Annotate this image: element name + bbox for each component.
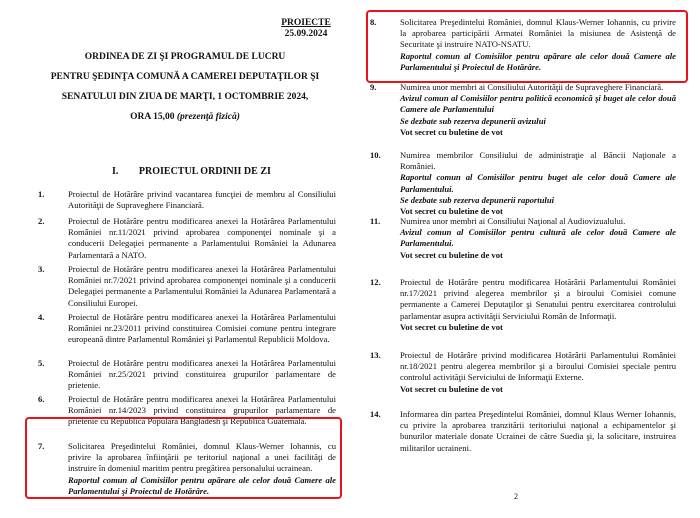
item-number: 9. — [370, 82, 377, 92]
page-number: 2 — [514, 492, 518, 501]
agenda-item-5 — [38, 358, 336, 392]
item-number: 4. — [38, 312, 45, 322]
session-time: ORA 15,00 — [130, 112, 175, 122]
item-vote-note: Vot secret cu buletine de vot — [400, 126, 503, 137]
session-mode: (prezenţă fizică) — [176, 112, 240, 122]
item-text: Proiectul de Hotărâre privind vacantarea funcţiei de membru al Consiliului Autorităţii de Supraveghere Financiară. — [68, 189, 336, 211]
item-text: Informarea din partea Preşedintelui României, domnul Klaus Werner Iohannis, cu privire la aprobarea tranzitării teritoriului naţional a echipamentelor şi bunurilor materiale donate Ucrainei de către Suedia şi, la solicitare, instruirea militarilor ucraineni. — [400, 409, 676, 453]
item-text: Proiectul de Hotărâre pentru modificarea anexei la Hotărârea Parlamentului României nr.7/2021 privind aprobarea componenţei nominale şi a conducerii Delegaţiei permanente a Parlamentului României la Adunarea Parlamentară a Consiliului Europei. — [68, 264, 336, 308]
agenda-item-3 — [38, 264, 336, 309]
agenda-item-1 — [38, 189, 336, 211]
item-report-note: Raportul comun al Comisiilor pentru apărare ale celor două Camere ale Parlamentului şi Proiectul de Hotărâre. — [68, 474, 336, 496]
item-number: 12. — [370, 277, 381, 287]
agenda-item-9 — [370, 82, 676, 138]
item-number: 2. — [38, 216, 45, 226]
agenda-item-12 — [370, 277, 676, 333]
agenda-item-14 — [370, 409, 676, 454]
section-heading — [112, 166, 271, 177]
agenda-title-line-1: ORDINEA DE ZI ŞI PROGRAMUL DE LUCRU — [84, 52, 286, 62]
item-number: 5. — [38, 358, 45, 368]
item-text: Proiectul de Hotărâre pentru modificarea anexei la Hotărârea Parlamentului României nr.23/2011 privind constituirea Comisiei comune pentru integrare europeană dintre Parlamentul României şi Parlamentul Republicii Moldova. — [68, 312, 336, 345]
item-report-note: Raportul comun al Comisiilor pentru buget ale celor două Camere ale Parlamentului. — [400, 172, 676, 194]
item-vote-note: Vot secret cu buletine de vot — [400, 249, 503, 260]
item-text: Numirea unor membri ai Consiliului Autorităţii de Supraveghere Financiară. — [400, 82, 664, 92]
item-number: 6. — [38, 394, 45, 404]
agenda-title-line-3: SENATULUI DIN ZIUA DE MARŢI, 1 OCTOMBRIE 2024, — [61, 92, 309, 102]
item-text: Solicitarea Preşedintelui României, domnul Klaus-Werner Iohannis, cu privire la aprobarea participării Armatei României la misiunea de Asistenţă de Securitate şi instruire NATO-NSATU. — [400, 17, 676, 50]
item-number: 3. — [38, 264, 45, 274]
agenda-title-line-4 — [30, 112, 340, 123]
item-reserve-note: Se dezbate sub rezerva depunerii raportului — [400, 194, 554, 205]
item-number: 14. — [370, 409, 381, 419]
item-text: Proiectul de Hotărâre pentru modificarea Hotărârii Parlamentului României nr.17/2021 privind alegerea membrilor şi a biroului Comisiei comune permanente a Camerei Deputaţilor şi Senatului pentru exercitarea controlului parlamentar asupra activităţii Serviciului Român de Informaţii. — [400, 277, 676, 321]
item-text: Proiectul de Hotărâre pentru modificarea anexei la Hotărârea Parlamentului României nr.14/2023 privind constituirea grupurilor parlamentare de prietenie cu Republica Populară Bangladesh şi Republica Guatemala. — [68, 394, 336, 427]
item-text: Solicitarea Preşedintelui României, domnul Klaus-Werner Iohannis, cu privire la aprobarea înfiinţării pe teritoriul naţional a unei facilităţi de instruire în domeniul maritim pentru pregătirea personalului ucrainean. — [68, 441, 336, 474]
item-number: 8. — [370, 17, 377, 27]
agenda-item-4 — [38, 312, 336, 346]
item-number: 7. — [38, 441, 45, 451]
draft-date: 25.09.2024 — [284, 29, 328, 39]
item-opinion-note: Avizul comun al Comisiilor pentru cultură ale celor două Camere ale Parlamentului. — [400, 227, 676, 249]
item-vote-note: Vot secret cu buletine de vot — [400, 383, 503, 394]
agenda-item-2 — [38, 216, 336, 261]
section-title: PROIECTUL ORDINII DE ZI — [138, 166, 271, 177]
item-text: Numirea membrilor Consiliului de administraţie al Băncii Naţionale a României. — [400, 150, 676, 172]
section-roman: I. — [112, 166, 119, 177]
agenda-item-11 — [370, 216, 676, 261]
item-text: Proiectul de Hotărâre pentru modificarea anexei la Hotărârea Parlamentului României nr.11/2021 privind aprobarea componenţei nominale şi a conducerii Delegaţiei permanente a Parlamentului României la Adunarea Parlamentară a NATO. — [68, 216, 336, 260]
item-text: Proiectul de Hotărâre pentru modificarea anexei la Hotărârea Parlamentului României nr.25/2021 privind constituirea grupurilor parlamentare de prietenie. — [68, 358, 336, 391]
agenda-item-10 — [370, 150, 676, 217]
draft-label: PROIECTE — [281, 18, 331, 28]
agenda-item-13 — [370, 350, 676, 395]
item-number: 10. — [370, 150, 381, 160]
item-opinion-note: Avizul comun al Comisiilor pentru politică economică şi buget ale celor două Camere ale Parlamentului — [400, 93, 676, 115]
item-report-note: Raportul comun al Comisiilor pentru apărare ale celor două Camere ale Parlamentului şi Proiectul de Hotărâre. — [400, 50, 676, 72]
agenda-title-line-2: PENTRU ŞEDINŢA COMUNĂ A CAMEREI DEPUTAŢILOR ŞI — [50, 72, 320, 82]
item-number: 13. — [370, 350, 381, 360]
item-number: 1. — [38, 189, 45, 199]
highlight-box-item-7 — [25, 417, 342, 499]
highlight-box-item-8 — [366, 10, 688, 83]
item-reserve-note: Se dezbate sub rezerva depunerii avizului — [400, 115, 546, 126]
item-vote-note: Vot secret cu buletine de vot — [400, 321, 503, 332]
item-vote-note: Vot secret cu buletine de vot — [400, 206, 503, 217]
item-text: Numirea unor membri ai Consiliului Naţional al Audiovizualului. — [400, 216, 626, 226]
item-number: 11. — [370, 216, 381, 226]
document-status-header — [276, 18, 336, 40]
item-text: Proiectul de Hotărâre privind modificarea Hotărârii Parlamentului României nr.18/2021 pentru alegerea membrilor şi a biroului Comisiei speciale pentru controlul activităţii Serviciului de Informaţii Externe. — [400, 350, 676, 383]
